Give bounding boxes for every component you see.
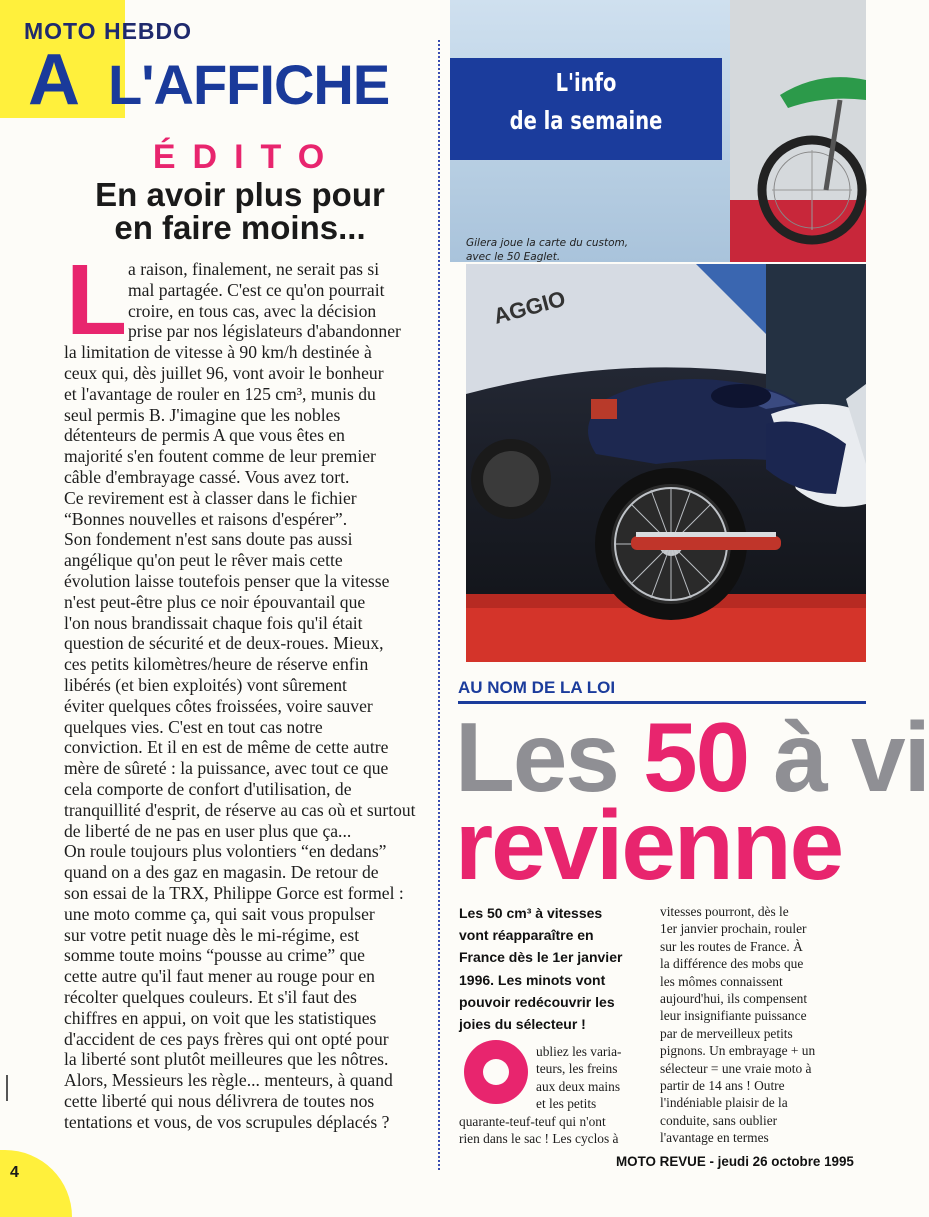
edito-title-line1: En avoir plus pour [95,176,385,213]
caption-line1: Gilera joue la carte du custom, [466,237,629,249]
headline-word-a-vi: à vi [773,702,929,812]
info-box-line2: de la semaine [509,106,663,135]
edito-text-line: croire, en tous cas, avec la décision [128,300,377,321]
page-number-tab [0,1150,72,1217]
section-letter: A [28,40,80,120]
green-bike-illustration [730,0,866,262]
publication-footer: MOTO REVUE - jeudi 26 octobre 1995 [616,1154,854,1169]
article-col1-line: quarante-teuf-teuf qui n'ont [459,1113,606,1129]
column-divider [438,40,440,1170]
article-col1-line: ubliez les varia- [536,1044,622,1059]
caption-line2: avec le 50 Eaglet. [466,251,561,263]
edito-title [55,178,425,244]
edito-text-line: a raison, finalement, ne serait pas si [128,259,380,279]
edito-text-line: son essai de la TRX, Philippe Gorce est formel : [64,883,404,903]
article-col2-line: la différence des mobs que [660,956,804,972]
edito-text-line: “Bonnes nouvelles et raisons d'espérer”. [64,508,348,529]
standfirst-line: Les 50 cm³ à vitesses [459,905,603,921]
edito-text-line: chiffres en appui, on voit que les statistiques [64,1007,377,1028]
motorcycle-photo [466,264,866,662]
edito-text-line: cette liberté qui nous délivrera de toutes nos [64,1091,375,1111]
article-col2-line: l'avantage en termes [660,1130,769,1146]
article-col1-line: aux deux mains [536,1078,621,1094]
edito-text-line: somme toute moins “pousse au crime” que [64,945,365,966]
brand-first: MOTO [24,18,97,44]
top-bike-photo [730,0,866,262]
edito-text-line: cela comporte de confort d'utilisation, de [64,779,352,799]
standfirst-line: pouvoir redécouvrir les [459,993,615,1010]
edito-text-line: mal partagée. C'est ce qu'on pourrait [128,279,385,300]
margin-mark [6,1075,8,1101]
article-col2-line: l'indéniable plaisir de la [660,1095,788,1111]
photo-caption [466,236,628,264]
edito-kicker: ÉDITO [152,138,342,176]
standfirst-line: France dès le 1er janvier [459,949,623,966]
article-col1-line: rien dans le sac ! Les cyclos à [459,1131,619,1146]
edito-text-line: d'accident de ces pays frères qui ont opté pour [64,1028,389,1049]
edito-text-line: mère de sûreté : la puissance, avec tout ce que [64,758,389,779]
edito-text-line: libérés (et bien exploités) vont sûrement [64,675,347,695]
edito-text-line: câble d'embrayage cassé. Vous avez tort. [64,467,350,487]
edito-text-line: éviter quelques côtes froissées, voire sauver [64,695,373,716]
standfirst-line: vont réapparaître en [459,927,594,944]
edito-text-line: tranquillité d'esprit, de réserve au cas où et surtout [64,799,416,820]
section-label: AU NOM DE LA LOI [458,678,616,697]
edito-text-line: tentations et vous, de vos scrupules déplacés ? [64,1111,390,1132]
section-title: L'AFFICHE [108,53,390,116]
svg-text:AGGIO: AGGIO [490,285,569,329]
edito-text-line: conviction. Et il en est de même de cette autre [64,737,389,758]
edito-text-line: ceux qui, dès juillet 96, vont avoir le bonheur [64,363,384,383]
edito-text-line: l'on nous brandissait chaque fois qu'il était [64,612,363,633]
article-col2-line: conduite, sans oublier [660,1112,778,1128]
edito-text-line: une moto comme ça, qui sait vous propulser [64,903,375,924]
article-col2-line: leur insignifiante puissance [660,1008,807,1024]
edito-text-line: quelques vies. C'est en tout cas notre [64,716,323,737]
headline-word-50: 50 [643,702,749,812]
article-col2-line: sur les routes de France. À [660,938,803,954]
page-number: 4 [10,1164,19,1181]
edito-text-line: On roule toujours plus volontiers “en dedans” [64,841,387,862]
edito-text-line: quand on a des gaz en magasin. De retour de [64,862,379,883]
edito-text-line: majorité s'en foutent comme de leur premier [64,446,376,467]
edito-text-line: Son fondement n'est sans doute pas aussi [64,529,353,550]
article-col2-line: les mômes connaissent [660,973,783,989]
edito-text-line: la liberté sont plutôt meilleures que les nôtres. [64,1049,389,1070]
article-col2-line: vitesses pourront, dès le [660,904,789,919]
headline-line2: revienne [455,790,843,900]
article-col2-line: par de merveilleux petits [660,1025,793,1041]
edito-text-line: seul permis B. J'imagine que les nobles [64,404,341,425]
edito-text-line: Alors, Messieurs les règle... menteurs, à quand [64,1070,393,1091]
edito-text-line: Ce revirement est à classer dans le fichier [64,487,357,508]
brand-second: HEBDO [103,18,193,44]
headline-word-les: Les [455,702,618,812]
info-box-line1: L'info [555,68,617,97]
edito-text-line: détenteurs de permis A que vous êtes en [64,425,345,446]
edito-text-line: évolution laisse toutefois penser que la vitesse [64,571,390,591]
edito-text-line: ces petits kilomètres/heure de réserve enfin [64,654,369,675]
edito-text-line: angélique qu'on peut le rêver mais cette [64,550,343,571]
edito-text-line: cette autre qu'il faut mener au rouge pour en [64,966,375,987]
info-box-title [480,64,692,140]
custom-motorcycle-image [466,264,866,662]
edito-dropcap: L [66,244,128,356]
standfirst-line: 1996. Les minots vont [459,971,606,988]
edito-text-line: et l'avantage de rouler en 125 cm³, munis du [64,383,376,404]
edito-text-line: question de sécurité et de deux-roues. Mieux, [64,633,384,654]
edito-text-line: de liberté de ne pas en user plus que ça... [64,820,352,841]
edito-text-line: la limitation de vitesse à 90 km/h destinée à [64,342,372,363]
edito-text-line: sur votre petit nuage dès le mi-régime, est [64,924,360,945]
article-col2-line: aujourd'hui, ils compensent [660,991,808,1006]
article-col2-line: pignons. Un embrayage + un [660,1043,816,1059]
standfirst-line: joies du sélecteur ! [459,1016,586,1032]
article-col2-line: partir de 14 ans ! Outre [660,1078,785,1093]
edito-text-line: n'est peut-être plus ce noir épouvantail que [64,591,366,612]
article-col2-line: sélecteur = une vraie moto à [660,1060,812,1076]
article-dropcap-hole [483,1059,509,1085]
article-col1-line: et les petits [536,1096,597,1112]
edito-text-line: prise par nos législateurs d'abandonner [128,321,401,342]
edito-text-line: récolter quelques couleurs. Et s'il faut des [64,987,357,1007]
article-col1-line: teurs, les freins [536,1061,618,1077]
article-col2-line: 1er janvier prochain, rouler [660,921,807,937]
edito-title-line2: en faire moins... [114,209,366,246]
